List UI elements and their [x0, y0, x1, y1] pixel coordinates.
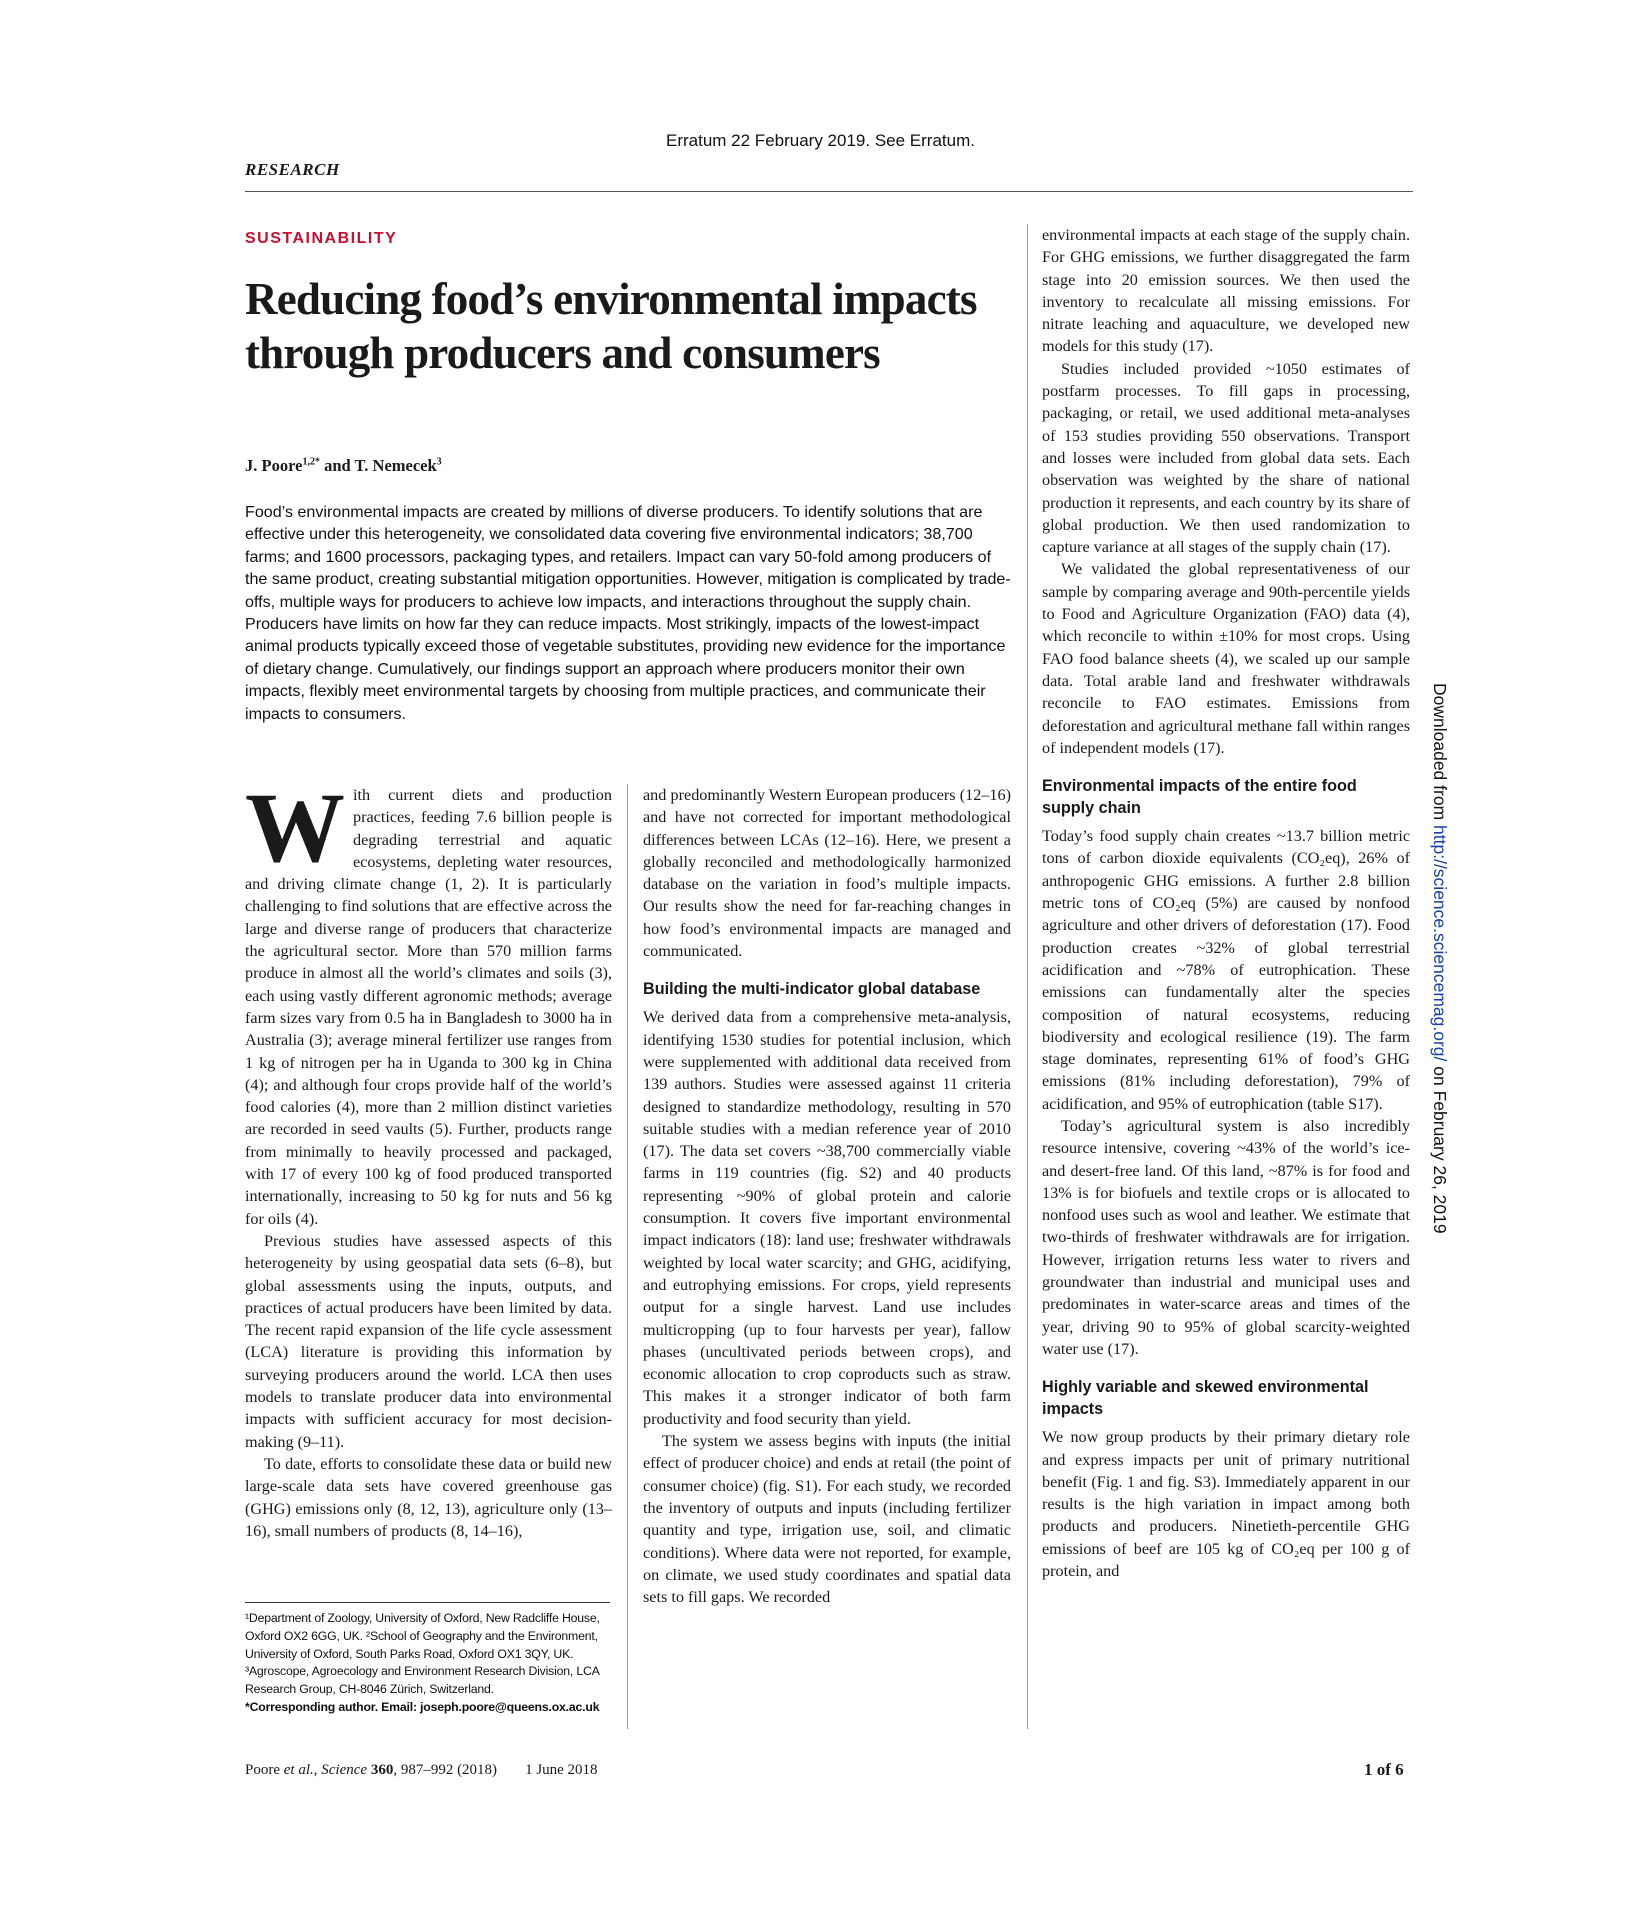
- body-paragraph: To date, efforts to consolidate these data or build new large-scale data sets have covered greenhouse gas (GHG) emissions only (8, 12, 13), agriculture only (13–16), small numbers of products (8, 14–16),: [245, 1454, 612, 1540]
- section-heading: Highly variable and skewed environmental impacts: [1042, 1378, 1369, 1419]
- intro-paragraph: [245, 772, 612, 1230]
- header-rule: [245, 191, 1413, 192]
- section-label: SUSTAINABILITY: [245, 230, 398, 247]
- body-paragraph: Today’s food supply chain creates ~13.7 billion metric tons of carbon dioxide equivalents (CO₂eq), 26% of anthropogenic GHG emissions. A further 2.8 billion metric tons of CO₂eq (5%) are caused by nonfood agriculture and other drivers of deforestation (17). Food production creates ~32% of global terrestrial acidification and ~78% of eutrophication. These emissions can fundamentally alter the species composition of natural ecosystems, reducing biodiversity and ecological resilience (19). The farm stage dominates, representing 61% of food’s GHG emissions (81% including deforestation), 79% of acidification, and 95% of eutrophication (table S17).: [1042, 827, 1410, 1113]
- footnotes: [245, 1610, 613, 1717]
- body-paragraph: and predominantly Western European producers (12–16) and have not corrected for important methodological differences between LCAs (12–16). Here, we present a globally reconciled and methodologically harmonized database on the variation in food’s multiple impacts. Our results show the need for far-reaching changes in how food’s environmental impacts are managed and communicated.: [643, 786, 1011, 961]
- footer-date: 1 June 2018: [525, 1762, 598, 1778]
- author-affiliation-mark: 1,2*: [302, 456, 320, 468]
- body-paragraph: The system we assess begins with inputs (the initial effect of producer choice) and ends at retail (the point of consumer choice) (fig. S1). For each study, we recorded the inventory of outputs and inputs (including fertilizer quantity and type, irrigation use, soil, and climatic conditions). Where data were not reported, for example, on climate, we used study coordinates and spatial data sets to fill gaps. We recorded: [643, 1432, 1011, 1607]
- body-paragraph: Previous studies have assessed aspects of this heterogeneity by using geospatial data sets (6–8), but global assessments using the inputs, outputs, and practices of actual producers have been limited by data. The recent rapid expansion of the life cycle assessment (LCA) literature is providing this information by surveying producers around the world. LCA then uses models to translate producer data into environmental impacts with sufficient accuracy for most decision-making (9–11).: [245, 1231, 612, 1451]
- body-paragraph: We now group products by their primary dietary role and express impacts per unit of primary nutritional benefit (Fig. 1 and fig. S3). Immediately apparent in our results is the high variation in impact among both products and producers. Ninetieth-percentile GHG emissions of beef are 105 kg of CO₂eq per 100 g of protein, and: [1042, 1428, 1410, 1581]
- author-name: J. Poore: [245, 456, 303, 475]
- footer-etal: et al.: [283, 1762, 314, 1778]
- column-divider: [1027, 224, 1028, 1729]
- article-title: Reducing food’s environmental impacts through producers and consumers: [245, 274, 977, 378]
- page-number: 1 of 6: [1364, 1760, 1404, 1779]
- body-paragraph: Studies included provided ~1050 estimates of postfarm processes. To fill gaps in processing, packaging, or retail, we used additional meta-analyses of 153 studies providing 550 observations. Transport and losses were included from global data sets. Each observation was weighted by the share of national production it represents, and each country by its share of global production. We then used randomization to capture variance at all stages of the supply chain (17).: [1042, 359, 1410, 557]
- download-suffix: on February 26, 2019: [1430, 1061, 1450, 1234]
- footnote-rule: [245, 1602, 610, 1603]
- section-heading: Building the multi-indicator global database: [643, 980, 981, 999]
- footer-author: Poore: [245, 1762, 280, 1778]
- body-paragraph: Today’s agricultural system is also incredibly resource intensive, covering ~43% of the world’s ice- and desert-free land. Of this land, ~87% is for food and 13% is for biofuels and textile crops or is allocated to nonfood uses such as wool and leather. We estimate that two-thirds of freshwater withdrawals are for irrigation. However, irrigation returns less water to rivers and groundwater than industrial and municipal uses and predominates in water-scarce areas and times of the year, driving 90 to 95% of global scarcity-weighted water use (17).: [1042, 1116, 1410, 1358]
- column-divider: [627, 784, 628, 1729]
- paragraph-text: ith current diets and production practices, feeding 7.6 billion people is degrading terrestrial and aquatic ecosystems, depleting water resources, and driving climate change (1, 2). It is particularly challenging to find solutions that are effective across the large and diverse range of producers that characterize the agricultural sector. More than 570 million farms produce in almost all the world’s climates and soils (3), each using vastly different agronomic methods; average farm sizes vary from 0.5 ha in Bangladesh to 3000 ha in Australia (3); average mineral fertilizer use ranges from 1 kg of nitrogen per ha in Uganda to 300 kg in China (4); and although four crops provide half of the world’s food calories (4), more than 2 million distinct varieties are recorded in seed vaults (5). Further, products range from minimally to heavily processed and packaged, with 17 of every 100 kg of food produced transported internationally, increasing to 50 kg for nuts and 56 kg for oils (4).: [245, 786, 612, 1228]
- author-name: T. Nemecek: [354, 456, 437, 475]
- body-paragraph: environmental impacts at each stage of the supply chain. For GHG emissions, we further disaggregated the farm stage into 20 emission sources. We then used the inventory to recalculate all missing emissions. For nitrate leaching and aquaculture, we developed new models for this study (17).: [1042, 226, 1410, 356]
- download-notice: [1422, 683, 1450, 1283]
- running-head: RESEARCH: [245, 160, 340, 179]
- footer-volume: 360: [370, 1762, 394, 1778]
- citation-footer: Poore et al., Science 360, 987–992 (2018) 1 June 2018: [245, 1762, 598, 1778]
- download-link[interactable]: http://science.sciencemag.org/: [1430, 825, 1450, 1062]
- author-separator: and: [319, 456, 355, 475]
- author-affiliation-mark: 3: [436, 456, 442, 468]
- body-column-3: [1042, 224, 1410, 1582]
- body-column-2: [643, 784, 1011, 1608]
- download-prefix: Downloaded from: [1430, 683, 1450, 826]
- drop-cap: W: [245, 772, 345, 883]
- body-column-1: [245, 772, 612, 1542]
- footer-pages: , 987–992 (2018): [393, 1762, 498, 1778]
- corresponding-author: *Corresponding author. Email: joseph.poore@queens.ox.ac.uk: [245, 1699, 600, 1714]
- author-line: [245, 456, 442, 476]
- erratum-notice[interactable]: Erratum 22 February 2019. See Erratum.: [666, 131, 975, 150]
- body-paragraph: We derived data from a comprehensive meta-analysis, identifying 1530 studies for potential inclusion, which were supplemented with additional data received from 139 authors. Studies were assessed against 11 criteria designed to standardize methodology, resulting in 570 suitable studies with a median reference year of 2010 (17). The data set covers ~38,700 commercially viable farms in 119 countries (fig. S2) and 40 products representing ~90% of global protein and calorie consumption. It covers five important environmental impact indicators (18): land use; freshwater withdrawals weighted by local water scarcity; and GHG, acidifying, and eutrophying emissions. For crops, yield represents output for a single harvest. Land use includes multicropping (up to four harvests per year), fallow phases (uncultivated periods between crops), and economic allocation to crop coproducts such as straw. This makes it a stronger indicator of both farm productivity and food security than yield.: [643, 1008, 1011, 1428]
- section-heading: Environmental impacts of the entire food supply chain: [1042, 777, 1357, 818]
- abstract: Food’s environmental impacts are created by millions of diverse producers. To identify solutions that are effective under this heterogeneity, we consolidated data covering five environmental indicators; 38,700 farms; and 1600 processors, packaging types, and retailers. Impact can vary 50-fold among producers of the same product, creating substantial mitigation opportunities. However, mitigation is complicated by trade-offs, multiple ways for producers to achieve low impacts, and interactions throughout the supply chain. Producers have limits on how far they can reduce impacts. Most strikingly, impacts of the lowest-impact animal products typically exceed those of vegetable substitutes, providing new evidence for the importance of dietary change. Cumulatively, our findings support an approach where producers monitor their own impacts, flexibly meet environmental targets by choosing from multiple practices, and communicate their impacts to consumers.: [245, 503, 1011, 723]
- body-paragraph: We validated the global representativeness of our sample by comparing average and 90th-percentile yields to Food and Agriculture Organization (FAO) data (4), which reconcile to within ±10% for most crops. Using FAO food balance sheets (4), we scaled up our sample data. Total arable land and freshwater withdrawals reconcile to FAO estimates. Emissions from deforestation and agricultural methane fall within ranges of independent models (17).: [1042, 560, 1410, 757]
- affiliations: ¹Department of Zoology, University of Oxford, New Radcliffe House, Oxford OX2 6GG, UK. ²School of Geography and the Environment, University of Oxford, South Parks Road, Oxford OX1 3QY, UK. ³Agroscope, Agroecology and Environment Research Division, LCA Research Group, CH-8046 Zürich, Switzerland.: [245, 1611, 600, 1697]
- footer-journal: Science: [321, 1762, 368, 1778]
